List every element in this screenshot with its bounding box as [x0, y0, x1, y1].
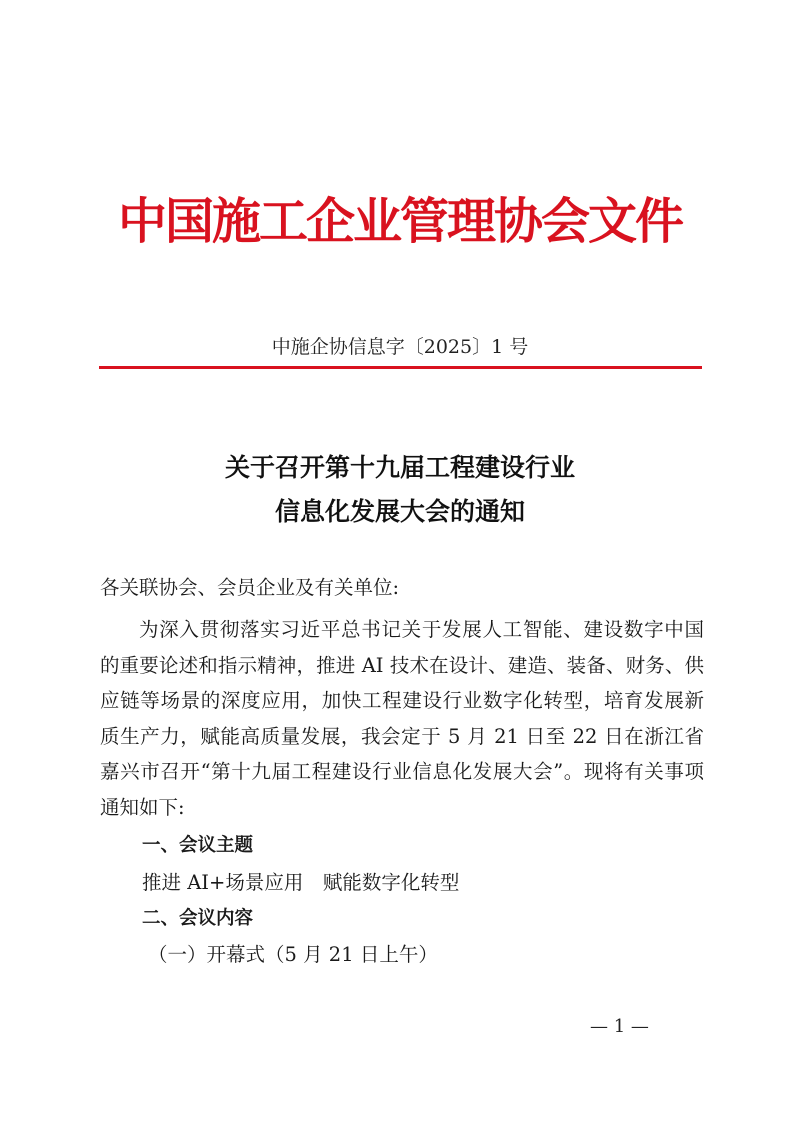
red-divider-line	[99, 366, 702, 369]
section-1-heading: 一、会议主题	[142, 835, 254, 856]
title-line-2: 信息化发展大会的通知	[274, 497, 525, 526]
document-number: 中施企协信息字〔2025〕1 号	[271, 336, 529, 358]
document-title	[0, 446, 800, 534]
subsection-1-heading: （一）开幕式（5 月 21 日上午）	[148, 943, 438, 966]
intro-paragraph: 为深入贯彻落实习近平总书记关于发展人工智能、建设数字中国的重要论述和指示精神，推进 AI 技术在设计、建造、装备、财务、供应链等场景的深度应用，加快工程建设行业数字化转型，培育发展新质生产力，赋能高质量发展，我会定于 5 月 21 日至 22 日在浙江省嘉兴市召开“第十九届工程建设行业信息化发展大会”。现将有关事项通知如下:	[100, 618, 704, 819]
section-2-heading: 二、会议内容	[142, 908, 254, 929]
salutation: 各关联协会、会员企业及有关单位:	[100, 576, 400, 599]
meeting-theme: 推进 AI+场景应用 赋能数字化转型	[142, 871, 460, 894]
title-line-1: 关于召开第十九届工程建设行业	[224, 453, 575, 482]
masthead-title: 中国施工企业管理协会文件	[117, 192, 682, 250]
page-number: — 1 —	[590, 1016, 649, 1037]
